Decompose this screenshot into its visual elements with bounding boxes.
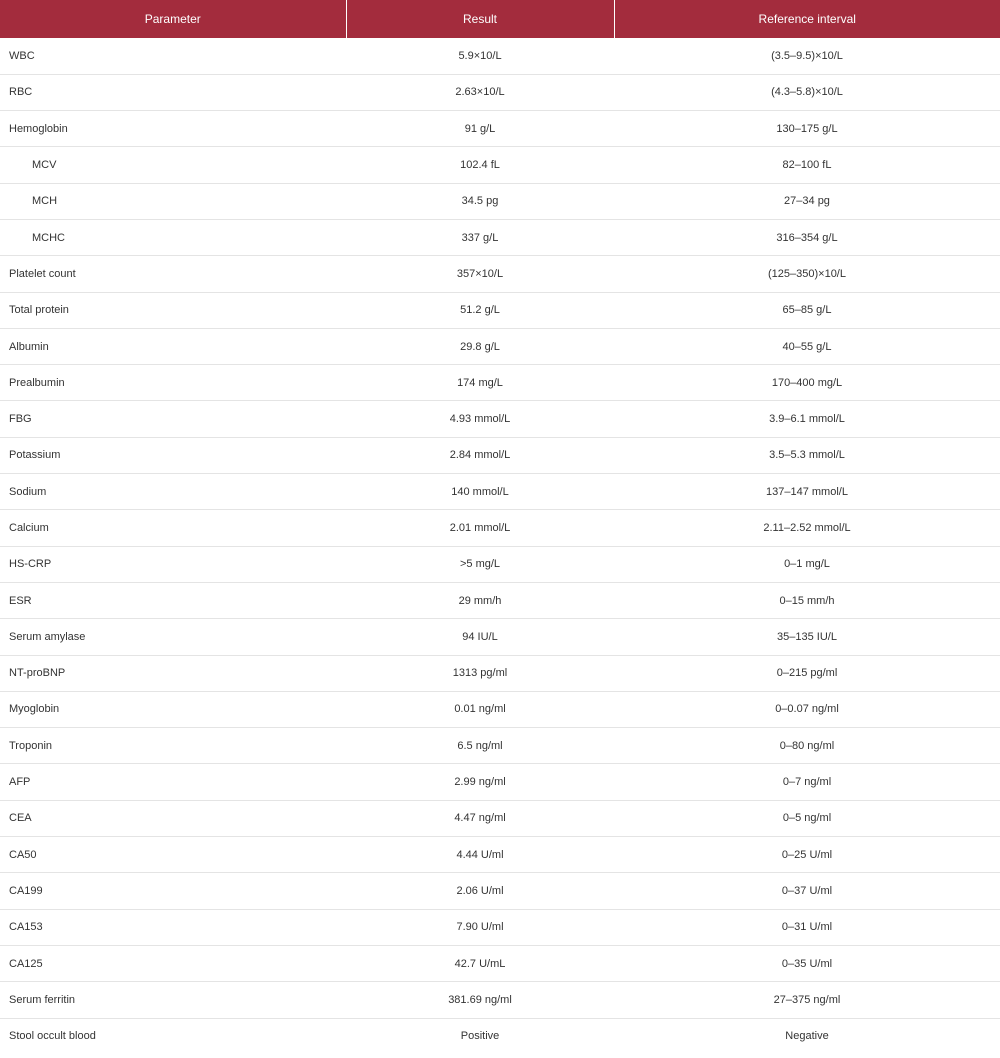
- table-row: [0, 800, 1000, 836]
- result-cell: >5 mg/L: [346, 546, 614, 582]
- reference-interval-cell: 0–35 U/ml: [614, 945, 1000, 981]
- reference-interval-cell: 0–0.07 ng/ml: [614, 691, 1000, 727]
- parameter-cell: Potassium: [0, 437, 346, 473]
- table-row: [0, 183, 1000, 219]
- parameter-cell: Albumin: [0, 328, 346, 364]
- header-result: Result: [346, 0, 614, 38]
- reference-interval-cell: 65–85 g/L: [614, 292, 1000, 328]
- reference-interval-cell: 0–1 mg/L: [614, 546, 1000, 582]
- reference-interval-cell: 3.9–6.1 mmol/L: [614, 401, 1000, 437]
- result-cell: 102.4 fL: [346, 147, 614, 183]
- result-cell: 2.84 mmol/L: [346, 437, 614, 473]
- result-cell: 357×10/L: [346, 256, 614, 292]
- result-cell: 34.5 pg: [346, 183, 614, 219]
- table-row: [0, 1018, 1000, 1054]
- result-cell: 2.63×10/L: [346, 74, 614, 110]
- parameter-cell: Serum ferritin: [0, 982, 346, 1018]
- reference-interval-cell: 137–147 mmol/L: [614, 474, 1000, 510]
- result-cell: 7.90 U/ml: [346, 909, 614, 945]
- parameter-cell: CA153: [0, 909, 346, 945]
- result-cell: 2.99 ng/ml: [346, 764, 614, 800]
- parameter-cell: Stool occult blood: [9, 1030, 96, 1043]
- table-row: [0, 147, 1000, 183]
- result-cell: 2.01 mmol/L: [346, 510, 614, 546]
- reference-interval-cell: 130–175 g/L: [614, 111, 1000, 147]
- header-reference-interval: Reference interval: [758, 12, 856, 26]
- parameter-cell: CEA: [0, 800, 346, 836]
- reference-interval-cell: 27–34 pg: [614, 183, 1000, 219]
- parameter-cell: Troponin: [0, 728, 346, 764]
- table-row: [0, 764, 1000, 800]
- reference-interval-cell: (4.3–5.8)×10/L: [614, 74, 1000, 110]
- result-cell: 140 mmol/L: [346, 474, 614, 510]
- table-row: [0, 655, 1000, 691]
- result-cell: 2.06 U/ml: [346, 873, 614, 909]
- table-row: [0, 38, 1000, 74]
- parameter-cell: AFP: [0, 764, 346, 800]
- parameter-cell: CA50: [0, 837, 346, 873]
- parameter-cell: Sodium: [0, 474, 346, 510]
- reference-interval-cell: 170–400 mg/L: [614, 365, 1000, 401]
- table-body: [0, 38, 1000, 1054]
- table-row: [0, 328, 1000, 364]
- reference-interval-cell: (125–350)×10/L: [614, 256, 1000, 292]
- table-row: [0, 837, 1000, 873]
- reference-interval-cell: Negative: [785, 1030, 829, 1043]
- parameter-cell: Calcium: [0, 510, 346, 546]
- reference-interval-cell: 0–31 U/ml: [614, 909, 1000, 945]
- table-row: [0, 74, 1000, 110]
- table-row: [0, 582, 1000, 618]
- result-cell: 29 mm/h: [346, 582, 614, 618]
- parameter-cell: RBC: [0, 74, 346, 110]
- result-cell: 6.5 ng/ml: [346, 728, 614, 764]
- result-cell: 91 g/L: [346, 111, 614, 147]
- result-cell: 42.7 U/mL: [346, 945, 614, 981]
- table-row: [0, 219, 1000, 255]
- header-parameter: Parameter: [0, 0, 346, 38]
- table-row: [0, 292, 1000, 328]
- parameter-cell: MCHC: [0, 219, 346, 255]
- table-row: [0, 474, 1000, 510]
- table-row: [0, 982, 1000, 1018]
- parameter-cell: NT-proBNP: [0, 655, 346, 691]
- result-cell: 337 g/L: [346, 219, 614, 255]
- table-row: [0, 256, 1000, 292]
- result-cell: 94 IU/L: [346, 619, 614, 655]
- reference-interval-cell: 27–375 ng/ml: [614, 982, 1000, 1018]
- parameter-cell: MCH: [0, 183, 346, 219]
- result-cell: 4.93 mmol/L: [346, 401, 614, 437]
- table-row: [0, 873, 1000, 909]
- result-cell: 4.47 ng/ml: [346, 800, 614, 836]
- result-cell: 51.2 g/L: [346, 292, 614, 328]
- result-cell: 5.9×10/L: [346, 38, 614, 74]
- table-row: [0, 619, 1000, 655]
- reference-interval-cell: 0–7 ng/ml: [614, 764, 1000, 800]
- reference-interval-cell: (3.5–9.5)×10/L: [614, 38, 1000, 74]
- table-row: [0, 510, 1000, 546]
- reference-interval-cell: 2.11–2.52 mmol/L: [614, 510, 1000, 546]
- parameter-cell: Platelet count: [0, 256, 346, 292]
- result-cell: 29.8 g/L: [346, 328, 614, 364]
- parameter-cell: HS-CRP: [0, 546, 346, 582]
- table-row: [0, 111, 1000, 147]
- reference-interval-cell: 316–354 g/L: [614, 219, 1000, 255]
- header-row: [0, 0, 1000, 38]
- table-row: [0, 691, 1000, 727]
- reference-interval-cell: 40–55 g/L: [614, 328, 1000, 364]
- result-cell: 0.01 ng/ml: [346, 691, 614, 727]
- parameter-cell: MCV: [0, 147, 346, 183]
- reference-interval-cell: 0–25 U/ml: [614, 837, 1000, 873]
- table-header: [0, 0, 1000, 38]
- result-cell: 1313 pg/ml: [346, 655, 614, 691]
- table-row: [0, 909, 1000, 945]
- table-row: [0, 401, 1000, 437]
- reference-interval-cell: 82–100 fL: [614, 147, 1000, 183]
- parameter-cell: FBG: [0, 401, 346, 437]
- table-row: [0, 945, 1000, 981]
- parameter-cell: WBC: [0, 38, 346, 74]
- table-row: [0, 437, 1000, 473]
- parameter-cell: Myoglobin: [0, 691, 346, 727]
- reference-interval-cell: 0–15 mm/h: [614, 582, 1000, 618]
- parameter-cell: ESR: [0, 582, 346, 618]
- result-cell: 174 mg/L: [346, 365, 614, 401]
- parameter-cell: CA125: [0, 945, 346, 981]
- parameter-cell: Total protein: [0, 292, 346, 328]
- result-cell: Positive: [460, 1030, 500, 1043]
- table-row: [0, 546, 1000, 582]
- parameter-cell: Prealbumin: [0, 365, 346, 401]
- reference-interval-cell: 0–215 pg/ml: [614, 655, 1000, 691]
- reference-interval-cell: 35–135 IU/L: [614, 619, 1000, 655]
- table-row: [0, 365, 1000, 401]
- parameter-cell: Hemoglobin: [0, 111, 346, 147]
- reference-interval-cell: 3.5–5.3 mmol/L: [614, 437, 1000, 473]
- reference-interval-cell: 0–80 ng/ml: [614, 728, 1000, 764]
- result-cell: 4.44 U/ml: [346, 837, 614, 873]
- table-row: [0, 728, 1000, 764]
- result-cell: 381.69 ng/ml: [346, 982, 614, 1018]
- reference-interval-cell: 0–5 ng/ml: [614, 800, 1000, 836]
- parameter-cell: CA199: [0, 873, 346, 909]
- parameter-cell: Serum amylase: [0, 619, 346, 655]
- reference-interval-cell: 0–37 U/ml: [614, 873, 1000, 909]
